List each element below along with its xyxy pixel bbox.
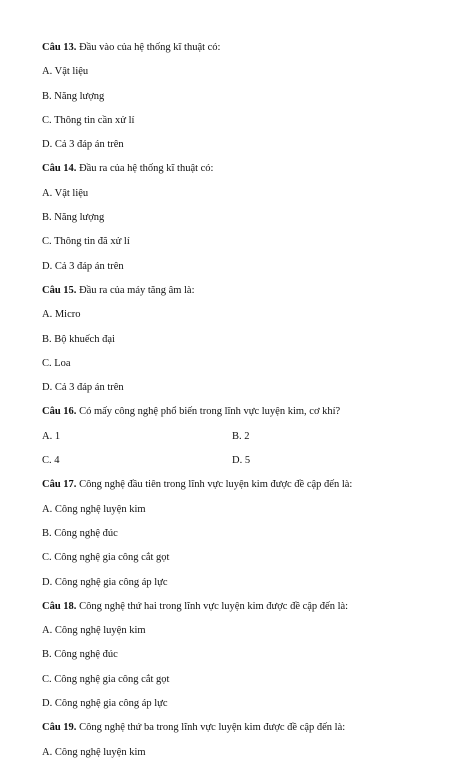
question-text: Đầu ra của hệ thống kĩ thuật có:: [76, 163, 214, 175]
option-c: C. Công nghệ gia công cắt gọt: [42, 552, 170, 564]
question-text: Đầu ra của máy tăng âm là:: [76, 284, 195, 296]
question-17: [42, 478, 422, 502]
question-number: Câu 14.: [42, 163, 77, 175]
question-number: Câu 13.: [42, 42, 77, 53]
option-b: B. Công nghệ đúc: [42, 649, 118, 661]
question-text: Công nghệ thứ hai trong lĩnh vực luyện kim được đề cập đến là:: [76, 600, 349, 612]
question-14: [42, 162, 422, 186]
option-d: D. Cả 3 đáp án trên: [42, 260, 124, 272]
option-a: A. Micro: [42, 309, 81, 321]
option-c: C. Thông tin cần xử lí: [42, 114, 135, 126]
question-text: Công nghệ đầu tiên trong lĩnh vực luyện kim được đề cập đến là:: [76, 479, 353, 491]
question-16: [42, 405, 422, 429]
question-number: Câu 16.: [42, 406, 77, 418]
options-row: [42, 430, 422, 454]
option-a: A. Vật liệu: [42, 66, 89, 78]
option-d: D. Cả 3 đáp án trên: [42, 139, 124, 151]
question-number: Câu 19.: [42, 722, 77, 734]
option-d: D. Công nghệ gia công áp lực: [42, 698, 168, 710]
option-b: B. Năng lượng: [42, 212, 105, 224]
option-d: D. 5: [232, 455, 251, 467]
option-a: A. Công nghệ luyện kim: [42, 746, 146, 758]
option-a: A. Vật liệu: [42, 187, 89, 199]
option-a: A. Công nghệ luyện kim: [42, 625, 146, 637]
option-a: A. Công nghệ luyện kim: [42, 503, 146, 515]
option-c: C. Thông tin đã xử lí: [42, 236, 130, 248]
option-a: A. 1: [42, 430, 61, 442]
question-13: [42, 41, 422, 65]
question-list: [42, 41, 422, 770]
option-b: B. Bộ khuếch đại: [42, 333, 115, 345]
question-text: Công nghệ thứ ba trong lĩnh vực luyện kim được đề cập đến là:: [76, 722, 346, 734]
question-15: [42, 284, 422, 308]
question-number: Câu 18.: [42, 600, 77, 612]
option-c: C. Công nghệ gia công cắt gọt: [42, 673, 170, 685]
option-c: C. 4: [42, 455, 60, 467]
option-d: D. Công nghệ gia công áp lực: [42, 576, 168, 588]
option-d: D. Cả 3 đáp án trên: [42, 382, 124, 394]
question-number: Câu 17.: [42, 479, 77, 491]
options-row: [42, 454, 422, 478]
option-c: C. Loa: [42, 357, 71, 369]
option-b: B. Năng lượng: [42, 90, 105, 102]
option-b: B. 2: [232, 430, 250, 442]
question-18: [42, 600, 422, 624]
question-text: Đầu vào của hệ thống kĩ thuật có:: [76, 42, 221, 53]
question-19: [42, 721, 422, 745]
question-text: Có mấy công nghệ phổ biến trong lĩnh vực luyện kim, cơ khí?: [76, 406, 341, 418]
question-number: Câu 15.: [42, 284, 77, 296]
option-b: B. Công nghệ đúc: [42, 527, 118, 539]
